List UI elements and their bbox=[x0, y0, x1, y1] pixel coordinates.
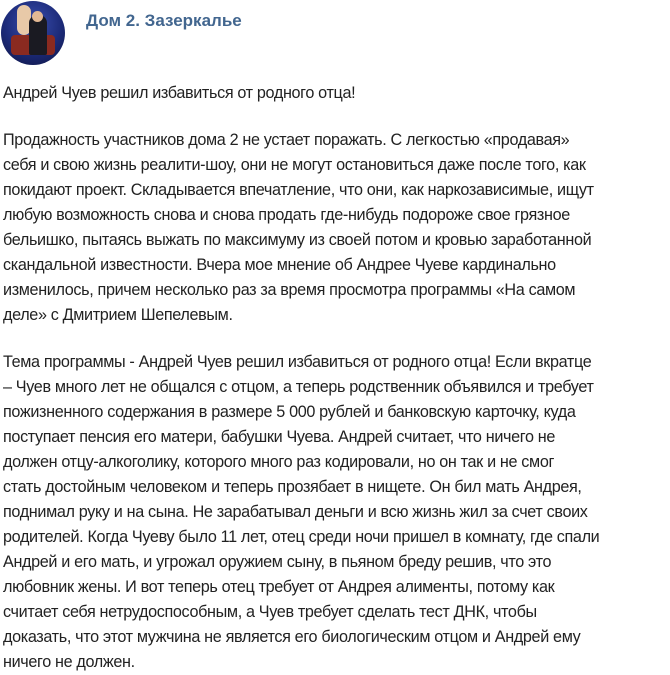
text-line: Тема программы - Андрей Чуев решил избавиться от родного отца! Если вкратце bbox=[3, 353, 592, 371]
text-line: поступает пенсия его матери, бабушки Чуева. Андрей считает, что ничего не bbox=[3, 428, 555, 446]
text-line: себя и свою жизнь реалити-шоу, они не могут остановиться даже после того, как bbox=[3, 156, 586, 174]
text-line: считает себя нетрудоспособным, а Чуев требует сделать тест ДНК, чтобы bbox=[3, 603, 537, 621]
text-line: – Чуев много лет не общался с отцом, а теперь родственник объявился и требует bbox=[3, 378, 594, 396]
text-line: поднимал руку и на сына. Не зарабатывал деньги и всю жизнь жил за счет своих bbox=[3, 503, 588, 521]
text-line: изменилось, причем несколько раз за время просмотра программы «На самом bbox=[3, 281, 576, 299]
text-line: любую возможность снова и снова продать где-нибудь подороже свое грязное bbox=[3, 206, 570, 224]
text-line: должен отцу-алкоголику, которого много раз кодировали, но он так и не смог bbox=[3, 453, 555, 471]
text-line: ничего не должен. bbox=[3, 653, 135, 671]
text-line: Продажность участников дома 2 не устает поражать. С легкостью «продавая» bbox=[3, 131, 570, 149]
post-body bbox=[3, 81, 599, 675]
paragraph-1 bbox=[3, 128, 599, 328]
text-line: любовник жены. И вот теперь отец требует от Андрея алименты, потому как bbox=[3, 578, 555, 596]
text-line: стать достойным человеком и теперь прозябает в нищете. Он бил мать Андрея, bbox=[3, 478, 582, 496]
text-line: скандальной известности. Вчера мое мнение об Андрее Чуеве кардинально bbox=[3, 256, 556, 274]
group-avatar[interactable] bbox=[1, 1, 65, 65]
avatar-image-detail bbox=[32, 11, 43, 22]
text-line: доказать, что этот мужчина не является его биологическим отцом и Андрей ему bbox=[3, 628, 581, 646]
text-line: деле» с Дмитрием Шепелевым. bbox=[3, 306, 233, 324]
text-line: бельишко, пытаясь выжать по максимуму из своей потом и кровью заработанной bbox=[3, 231, 592, 249]
text-line: Андрей и его мать, и угрожал оружием сыну, в пьяном бреду решив, что это bbox=[3, 553, 552, 571]
text-line: пожизненного содержания в размере 5 000 рублей и банковскую карточку, куда bbox=[3, 403, 576, 421]
group-name-link[interactable]: Дом 2. Зазеркалье bbox=[86, 11, 242, 30]
text-line: покидают проект. Складывается впечатление, что они, как наркозависимые, ищут bbox=[3, 181, 594, 199]
paragraph-2 bbox=[3, 350, 599, 675]
text-line: родителей. Когда Чуеву было 11 лет, отец среди ночи пришел в комнату, где спали bbox=[3, 528, 600, 546]
post-title: Андрей Чуев решил избавиться от родного отца! bbox=[3, 84, 356, 102]
